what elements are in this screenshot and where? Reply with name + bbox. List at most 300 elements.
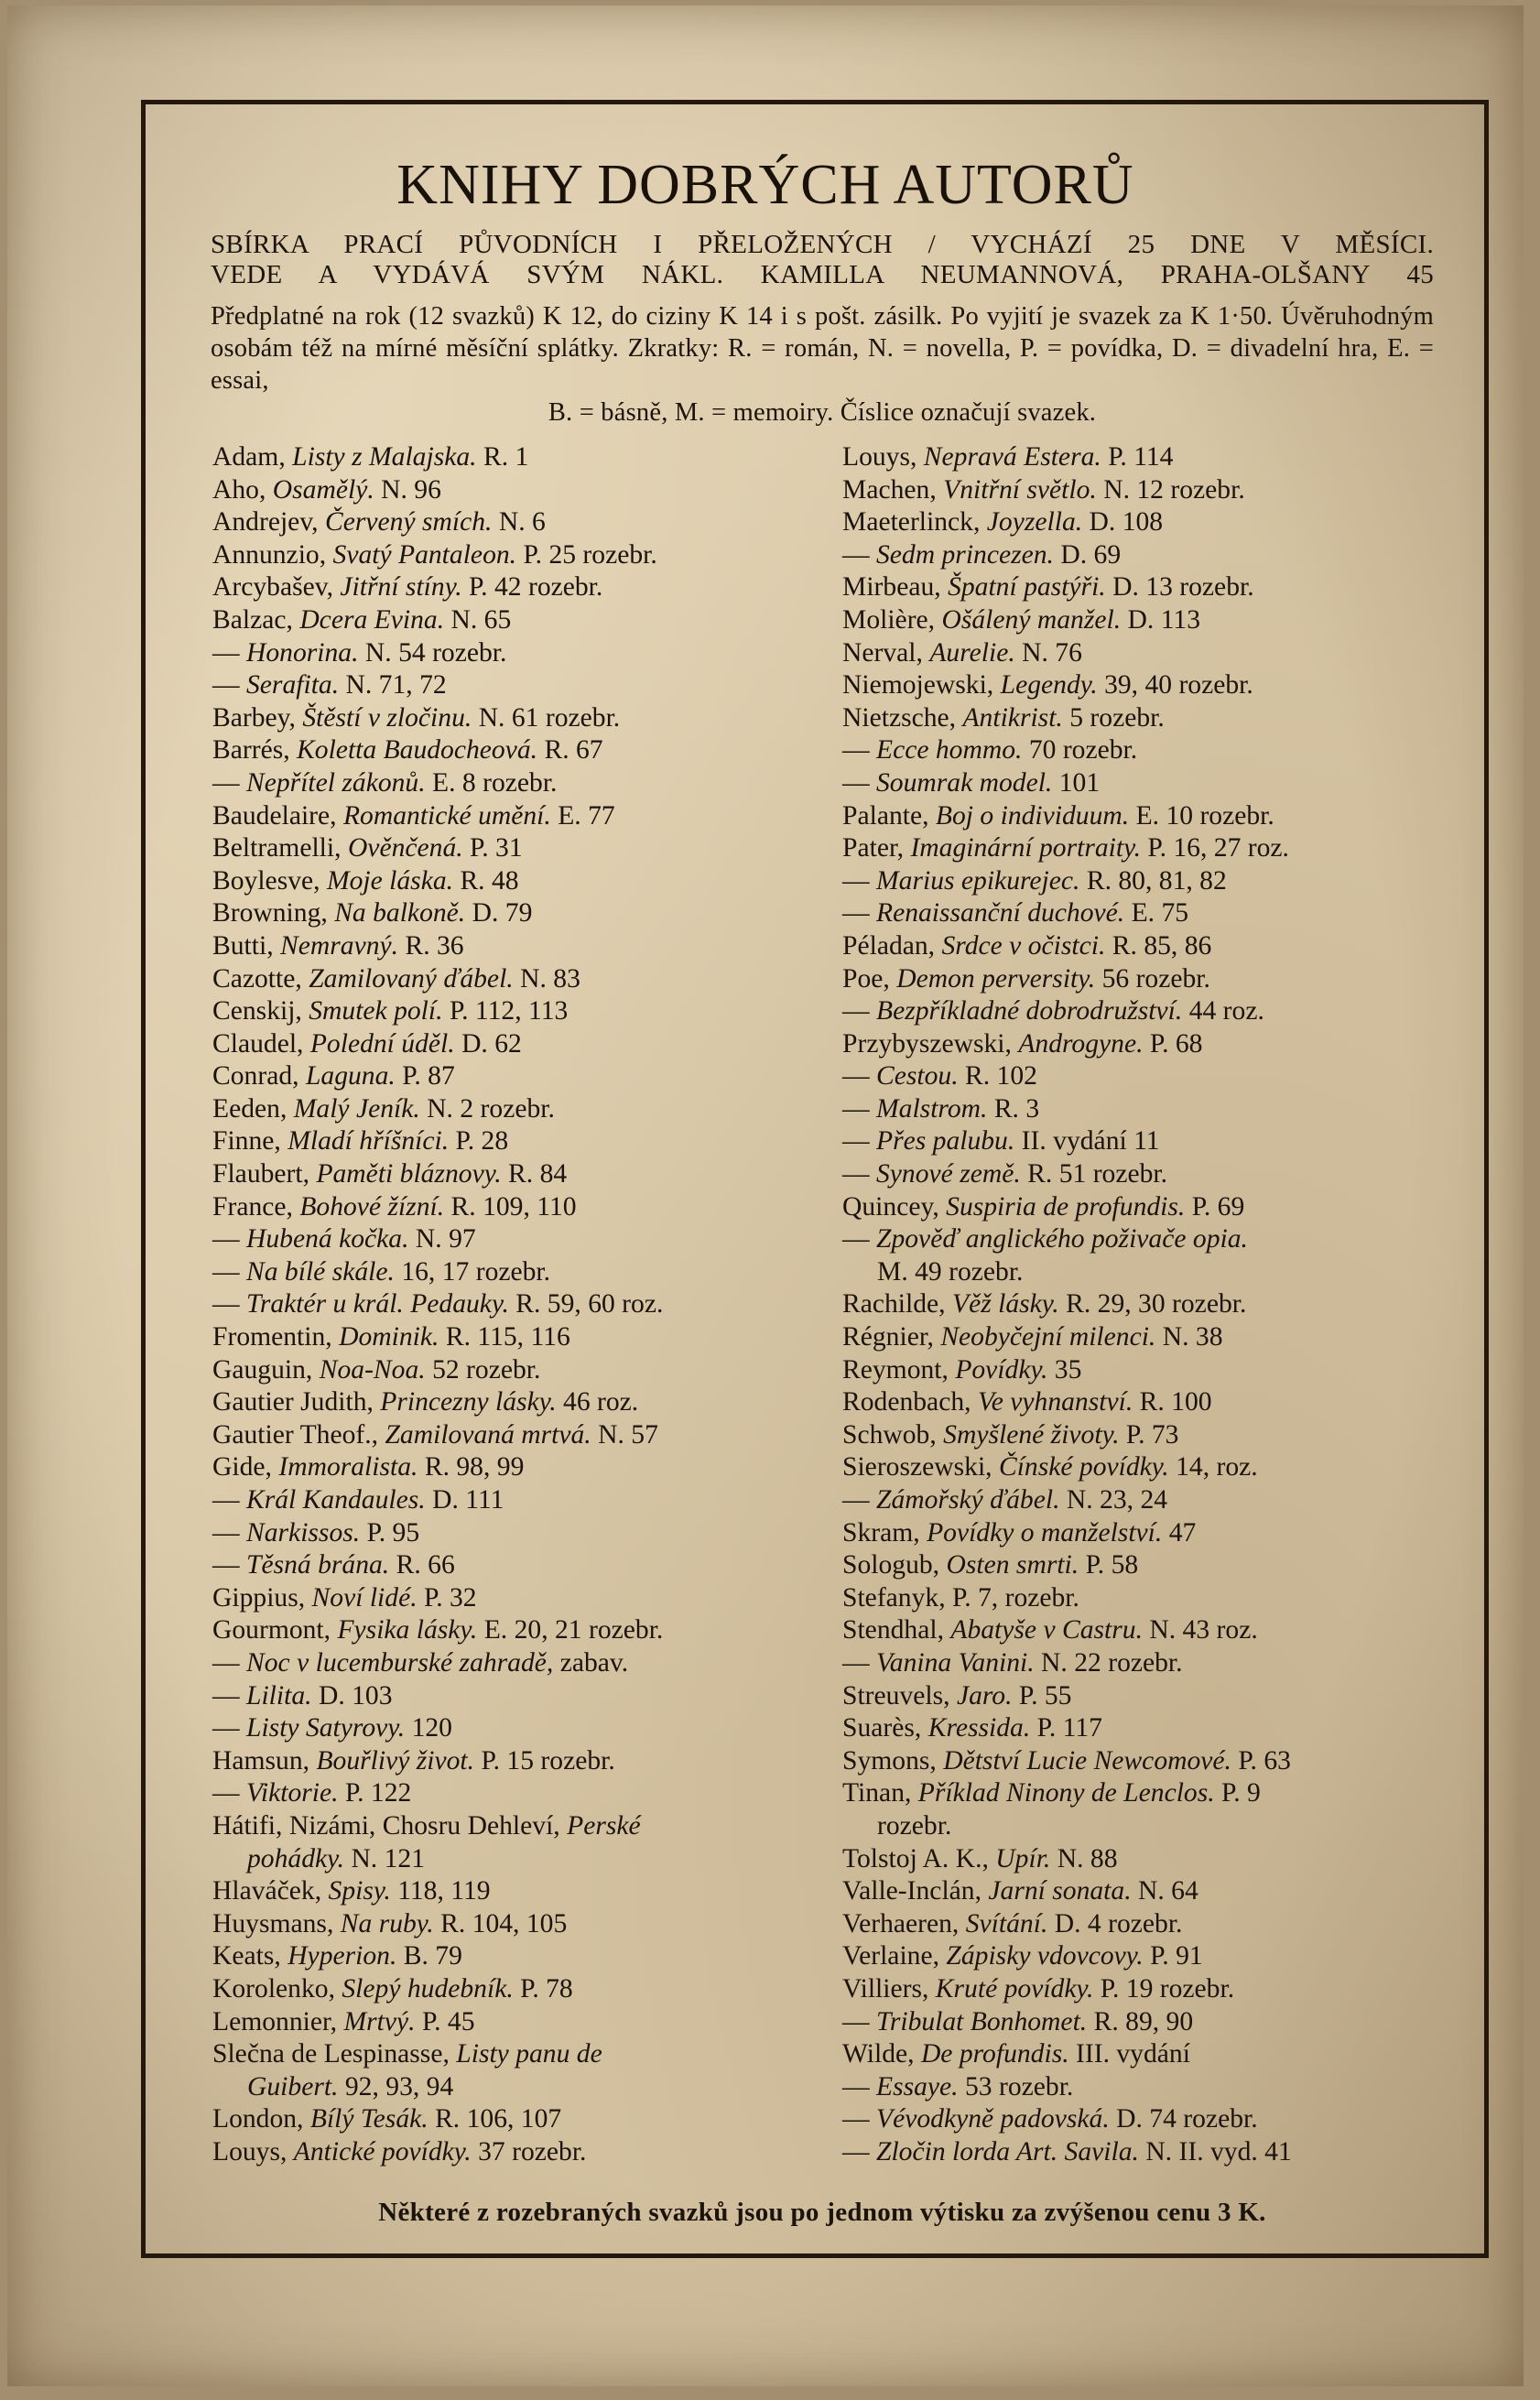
list-item bbox=[212, 1647, 808, 1680]
volume-info: P. 55 bbox=[1018, 1680, 1072, 1710]
list-item bbox=[212, 1875, 808, 1908]
book-title: Upír. bbox=[995, 1843, 1051, 1873]
author-name: Eeden, bbox=[212, 1093, 287, 1124]
list-item bbox=[212, 1549, 808, 1582]
author-name: Lemonnier, bbox=[212, 2006, 338, 2036]
book-title: Hyperion. bbox=[287, 1941, 397, 1971]
volume-info: D. 62 bbox=[461, 1028, 522, 1059]
list-item bbox=[212, 1680, 808, 1713]
book-title: Essaye. bbox=[876, 2071, 959, 2101]
list-item bbox=[212, 1125, 808, 1158]
book-title: Zločin lorda Art. Savila. bbox=[876, 2136, 1139, 2167]
author-name: Gourmont, bbox=[212, 1615, 331, 1645]
author-name: Censkij, bbox=[212, 996, 302, 1026]
footer-note: Některé z rozebraných svazků jsou po jednom výtisku za zvýšenou cenu 3 K. bbox=[378, 2198, 1266, 2227]
author-name: — bbox=[212, 1224, 240, 1254]
book-title: Ošálený manžel. bbox=[941, 604, 1122, 635]
author-name: Gautier Judith, bbox=[212, 1387, 374, 1417]
list-item bbox=[212, 1712, 808, 1745]
author-name: Verhaeren, bbox=[842, 1908, 960, 1938]
book-title: Srdce v očistci. bbox=[941, 930, 1106, 961]
list-item bbox=[842, 1582, 1437, 1615]
volume-info: P. 69 bbox=[1191, 1191, 1245, 1222]
volume-info: 120 bbox=[411, 1713, 452, 1743]
volume-info: D. 13 rozebr. bbox=[1112, 572, 1254, 603]
list-item bbox=[212, 734, 808, 767]
book-title: Noc v lucemburské zahradě, bbox=[246, 1647, 554, 1678]
volume-info: P. 78 bbox=[520, 1973, 573, 2004]
volume-info: P. 73 bbox=[1125, 1419, 1179, 1450]
volume-info: D. 111 bbox=[432, 1485, 504, 1515]
book-title: Noví lidé. bbox=[311, 1582, 418, 1613]
author-name: Pater, bbox=[842, 833, 905, 863]
list-item bbox=[842, 637, 1437, 670]
volume-info: R. 29, 30 rozebr. bbox=[1066, 1289, 1247, 1319]
volume-info: P. 9 bbox=[1221, 1778, 1261, 1808]
list-item bbox=[842, 1256, 1437, 1289]
book-title: Mladí hříšníci. bbox=[287, 1126, 450, 1157]
author-name: — bbox=[212, 1713, 240, 1743]
list-item bbox=[842, 1517, 1437, 1550]
book-title: Smyšlené životy. bbox=[943, 1419, 1120, 1450]
book-title: Zpověď anglického poživače opia. bbox=[876, 1224, 1248, 1254]
book-title: Princezny lásky. bbox=[380, 1387, 557, 1417]
volume-info: P. 87 bbox=[402, 1061, 455, 1091]
volume-info: N. 76 bbox=[1022, 637, 1082, 668]
author-name: Tolstoj A. K., bbox=[842, 1843, 989, 1873]
list-item bbox=[842, 1810, 1437, 1843]
list-item bbox=[842, 1777, 1437, 1810]
author-name: London, bbox=[212, 2104, 304, 2134]
author-name: Beltramelli, bbox=[212, 833, 342, 863]
volume-info: R. 104, 105 bbox=[440, 1908, 568, 1938]
list-item bbox=[842, 1028, 1437, 1061]
subscription-info bbox=[211, 300, 1434, 429]
author-name: Annunzio, bbox=[212, 539, 327, 570]
volume-info: N. 38 bbox=[1162, 1322, 1223, 1352]
book-back-cover bbox=[7, 5, 1524, 2386]
author-name: — bbox=[842, 1159, 870, 1189]
list-item bbox=[212, 1451, 808, 1484]
book-title: Bouřlivý život. bbox=[316, 1745, 475, 1776]
list-item bbox=[212, 1810, 808, 1843]
list-item bbox=[842, 2136, 1437, 2169]
list-item bbox=[842, 767, 1437, 800]
list-item bbox=[842, 1125, 1437, 1158]
volume-info: P. 15 rozebr. bbox=[481, 1745, 615, 1776]
list-item bbox=[842, 1875, 1437, 1908]
book-title: Jaro. bbox=[956, 1680, 1013, 1710]
book-title: Joyzella. bbox=[986, 507, 1083, 538]
list-item bbox=[212, 2071, 808, 2104]
list-item bbox=[842, 1549, 1437, 1582]
book-title: Dětství Lucie Newcomové. bbox=[943, 1745, 1231, 1776]
list-item bbox=[212, 1582, 808, 1615]
volume-info: P. 25 rozebr. bbox=[523, 539, 657, 570]
author-name: Péladan, bbox=[842, 930, 936, 961]
book-title: Osamělý. bbox=[272, 474, 374, 505]
author-name: Sologub, bbox=[842, 1550, 940, 1580]
volume-info: 52 rozebr. bbox=[432, 1354, 541, 1385]
volume-info: N. 97 bbox=[415, 1224, 476, 1254]
volume-info: 35 bbox=[1054, 1354, 1082, 1385]
author-name: Huysmans, bbox=[212, 1908, 334, 1938]
volume-info: N. 121 bbox=[351, 1843, 425, 1873]
volume-info: E. 75 bbox=[1131, 898, 1189, 929]
volume-info: E. 20, 21 rozebr. bbox=[483, 1615, 664, 1645]
book-title: Cestou. bbox=[876, 1061, 959, 1091]
book-title: Mrtvý. bbox=[343, 2006, 416, 2036]
author-name: Régnier, bbox=[842, 1322, 934, 1352]
book-title: Polední úděl. bbox=[309, 1028, 455, 1059]
book-title: Legendy. bbox=[1000, 670, 1098, 700]
list-item bbox=[212, 2038, 808, 2071]
book-title: Boj o individuum. bbox=[935, 800, 1130, 831]
book-title: Osten smrti. bbox=[946, 1550, 1079, 1580]
book-title: Traktér u král. Pedauky. bbox=[246, 1289, 509, 1319]
book-title: Červený smích. bbox=[325, 507, 493, 538]
volume-info: P. 19 rozebr. bbox=[1100, 1973, 1235, 2004]
list-item bbox=[212, 1484, 808, 1517]
author-name: Villiers, bbox=[842, 1973, 929, 2004]
author-name: Streuvels, bbox=[842, 1680, 950, 1710]
author-name: — bbox=[212, 1256, 240, 1287]
author-name: Palante, bbox=[842, 800, 929, 831]
list-item bbox=[842, 441, 1437, 474]
book-title: Demon perversity. bbox=[896, 963, 1096, 994]
list-item bbox=[842, 571, 1437, 604]
volume-info: P. 122 bbox=[344, 1778, 412, 1808]
book-title: Serafita. bbox=[246, 670, 340, 700]
list-item bbox=[212, 1843, 808, 1876]
volume-info: N. 22 rozebr. bbox=[1041, 1647, 1183, 1678]
author-name: — bbox=[842, 2136, 870, 2167]
book-title: Kressida. bbox=[927, 1713, 1031, 1743]
volume-info: R. 84 bbox=[508, 1159, 568, 1189]
subscription-text: Předplatné na rok (12 svazků) K 12, do ciziny K 14 i s pošt. zásilk. Po vyjití je svazek za K 1·50. Úvěruhodným osobám též na mírné měsíční splátky. Zkratky: R. = román, N. = novella, P. = povídka, D. = divadelní hra, E. = essai, bbox=[211, 302, 1434, 395]
author-name: Hlaváček, bbox=[212, 1876, 322, 1906]
book-title: Tribulat Bonhomet. bbox=[876, 2006, 1088, 2036]
book-title: Renaissanční duchové. bbox=[876, 898, 1125, 929]
book-title: Ve vyhnanství. bbox=[977, 1387, 1133, 1417]
volume-info: R. 48 bbox=[460, 865, 519, 896]
volume-info: P. 28 bbox=[455, 1126, 509, 1157]
list-item bbox=[212, 1223, 808, 1256]
volume-info: D. 79 bbox=[472, 898, 533, 929]
book-title: Na ruby. bbox=[340, 1908, 434, 1938]
volume-info: 56 rozebr. bbox=[1101, 963, 1210, 994]
list-item bbox=[842, 832, 1437, 865]
list-item bbox=[842, 734, 1437, 767]
list-item bbox=[212, 637, 808, 670]
list-item bbox=[842, 1647, 1437, 1680]
volume-info: D. 113 bbox=[1127, 604, 1200, 635]
author-name: Andrejev, bbox=[212, 507, 319, 538]
volume-info: R. 3 bbox=[993, 1093, 1040, 1124]
list-item bbox=[842, 1973, 1437, 2006]
book-title: Slepý hudebník. bbox=[342, 1973, 514, 2004]
author-name: — bbox=[842, 898, 870, 929]
book-title: Jitřní stíny. bbox=[340, 572, 462, 603]
list-item bbox=[212, 1777, 808, 1810]
author-name: — bbox=[842, 767, 870, 798]
list-item bbox=[212, 800, 808, 833]
list-item bbox=[842, 1158, 1437, 1191]
list-item bbox=[212, 995, 808, 1028]
list-item bbox=[842, 865, 1437, 898]
author-name: Molière, bbox=[842, 604, 936, 635]
volume-info: N. 71, 72 bbox=[345, 670, 447, 700]
author-name: Aho, bbox=[212, 474, 266, 505]
volume-info: D. 69 bbox=[1060, 539, 1122, 570]
book-title: Bohové žízní. bbox=[299, 1191, 445, 1222]
author-name: Finne, bbox=[212, 1126, 281, 1157]
volume-info: R. 85, 86 bbox=[1112, 930, 1212, 961]
book-title: Zápisky vdovcovy. bbox=[946, 1941, 1144, 1971]
author-name: — bbox=[212, 1778, 240, 1808]
author-name: Symons, bbox=[842, 1745, 937, 1776]
list-item bbox=[842, 1843, 1437, 1876]
list-item bbox=[212, 1940, 808, 1973]
list-item bbox=[212, 702, 808, 735]
book-title: Synové země. bbox=[876, 1159, 1021, 1189]
book-title: Listy panu de bbox=[456, 2039, 602, 2069]
author-name: Niemojewski, bbox=[842, 670, 994, 700]
author-name: Mirbeau, bbox=[842, 572, 941, 603]
volume-info: N. 12 rozebr. bbox=[1103, 474, 1245, 505]
book-title: Vévodkyně padovská. bbox=[876, 2104, 1110, 2134]
author-name: Arcybašev, bbox=[212, 572, 334, 603]
book-title: Na balkoně. bbox=[334, 898, 466, 929]
volume-info: R. 115, 116 bbox=[445, 1322, 570, 1352]
author-name: Skram, bbox=[842, 1517, 920, 1548]
volume-info: II. vydání 11 bbox=[1021, 1126, 1160, 1157]
author-name: Sieroszewski, bbox=[842, 1452, 992, 1482]
author-name: — bbox=[842, 1647, 870, 1678]
author-name: — bbox=[842, 539, 870, 570]
author-name: Gide, bbox=[212, 1452, 272, 1482]
author-name: Boylesve, bbox=[212, 865, 320, 896]
book-title: Sedm princezen. bbox=[876, 539, 1054, 570]
volume-info: N. 2 rozebr. bbox=[427, 1093, 555, 1124]
book-title: Povídky o manželství. bbox=[927, 1517, 1163, 1548]
author-name: — bbox=[212, 637, 240, 668]
publisher-line: VEDE A VYDÁVÁ SVÝM NÁKL. KAMILLA NEUMANNOVÁ, PRAHA-OLŠANY 45 bbox=[211, 260, 1434, 289]
volume-info: R. 106, 107 bbox=[435, 2104, 562, 2134]
list-item bbox=[212, 441, 808, 474]
author-name: Fromentin, bbox=[212, 1322, 332, 1352]
book-title: Věž lásky. bbox=[952, 1289, 1059, 1319]
book-title: Laguna. bbox=[305, 1061, 396, 1091]
book-title: Vnitřní světlo. bbox=[943, 474, 1097, 505]
book-title: Dcera Evina. bbox=[299, 604, 445, 635]
list-item bbox=[212, 1517, 808, 1550]
book-title: Král Kandaules. bbox=[246, 1485, 426, 1515]
author-name: Suarès, bbox=[842, 1713, 922, 1743]
book-title: Dominik. bbox=[339, 1322, 439, 1352]
author-name: — bbox=[212, 1680, 240, 1710]
volume-info: D. 74 rozebr. bbox=[1116, 2104, 1258, 2134]
book-title: Malstrom. bbox=[876, 1093, 988, 1124]
list-item bbox=[212, 930, 808, 963]
author-name: Browning, bbox=[212, 898, 328, 929]
list-item bbox=[212, 1028, 808, 1061]
author-name: Louys, bbox=[842, 442, 917, 472]
book-title: Zámořský ďábel. bbox=[876, 1485, 1060, 1515]
author-name: — bbox=[842, 1224, 870, 1254]
volume-info: R. 100 bbox=[1139, 1387, 1212, 1417]
list-item bbox=[842, 897, 1437, 930]
author-name: Gippius, bbox=[212, 1582, 306, 1613]
list-item bbox=[842, 474, 1437, 507]
list-item bbox=[842, 702, 1437, 735]
book-title: Malý Jeník. bbox=[293, 1093, 420, 1124]
list-item bbox=[842, 1614, 1437, 1647]
book-title: Koletta Baudocheová. bbox=[297, 735, 538, 766]
list-item bbox=[212, 1158, 808, 1191]
author-name: — bbox=[842, 1093, 870, 1124]
book-title: Marius epikurejec. bbox=[876, 865, 1080, 896]
author-name: Cazotte, bbox=[212, 963, 302, 994]
volume-info: zabav. bbox=[559, 1647, 629, 1678]
volume-info: R. 36 bbox=[405, 930, 464, 961]
volume-info: R. 67 bbox=[544, 735, 603, 766]
book-title: Na bílé skále. bbox=[246, 1256, 395, 1287]
volume-info: D. 108 bbox=[1089, 507, 1164, 538]
book-title: Guibert. bbox=[247, 2071, 339, 2101]
author-name: — bbox=[212, 1517, 240, 1548]
book-title: Perské bbox=[567, 1810, 641, 1841]
author-name: — bbox=[212, 1550, 240, 1580]
list-item bbox=[212, 506, 808, 539]
list-item bbox=[842, 800, 1437, 833]
author-name: Tinan, bbox=[842, 1778, 912, 1808]
author-name: — bbox=[842, 2071, 870, 2101]
author-name: — bbox=[842, 996, 870, 1026]
author-name: Rodenbach, bbox=[842, 1387, 971, 1417]
author-name: — bbox=[842, 2006, 870, 2036]
list-item bbox=[842, 1060, 1437, 1093]
author-name: Poe, bbox=[842, 963, 890, 994]
author-name: — bbox=[212, 1647, 240, 1678]
author-name: Wilde, bbox=[842, 2039, 915, 2069]
volume-info: P. 58 bbox=[1085, 1550, 1139, 1580]
book-title: Nepravá Estera. bbox=[923, 442, 1101, 472]
book-list-right bbox=[842, 441, 1437, 2168]
list-item bbox=[842, 995, 1437, 1028]
list-item bbox=[842, 2006, 1437, 2039]
author-name: Barbey, bbox=[212, 702, 296, 733]
book-title: Immoralista. bbox=[278, 1452, 418, 1482]
book-title: Hubená kočka. bbox=[246, 1224, 409, 1254]
list-item bbox=[212, 2006, 808, 2039]
list-item bbox=[842, 506, 1437, 539]
book-title: pohádky. bbox=[247, 1843, 345, 1873]
list-item bbox=[842, 1908, 1437, 1941]
author-name: — bbox=[842, 2104, 870, 2134]
volume-info: N. 96 bbox=[381, 474, 441, 505]
list-item bbox=[842, 1093, 1437, 1126]
volume-info: N. 23, 24 bbox=[1066, 1485, 1168, 1515]
volume-info: 118, 119 bbox=[397, 1876, 491, 1906]
author-name: France, bbox=[212, 1191, 293, 1222]
book-title: Honorina. bbox=[246, 637, 359, 668]
list-item bbox=[842, 2103, 1437, 2136]
list-item bbox=[212, 539, 808, 572]
volume-info: E. 8 rozebr. bbox=[432, 767, 558, 798]
list-item bbox=[842, 1451, 1437, 1484]
author-name: — bbox=[842, 865, 870, 896]
book-list-left bbox=[212, 441, 808, 2168]
author-name: Nerval, bbox=[842, 637, 923, 668]
volume-info: III. vydání bbox=[1076, 2039, 1190, 2069]
book-title: Štěstí v zločinu. bbox=[302, 702, 472, 733]
list-item bbox=[842, 963, 1437, 996]
author-name: Butti, bbox=[212, 930, 274, 961]
list-item bbox=[842, 1680, 1437, 1713]
volume-info: P. 32 bbox=[424, 1582, 477, 1613]
list-item bbox=[212, 1060, 808, 1093]
book-title: Listy z Malajska. bbox=[292, 442, 477, 472]
author-name: — bbox=[842, 1485, 870, 1515]
book-title: Povídky. bbox=[955, 1354, 1048, 1385]
book-title: Imaginární portraity. bbox=[910, 833, 1141, 863]
book-title: Svatý Pantaleon. bbox=[332, 539, 517, 570]
volume-info: N. 54 rozebr. bbox=[364, 637, 507, 668]
volume-info: N. 57 bbox=[598, 1419, 658, 1450]
author-name: Verlaine, bbox=[842, 1941, 939, 1971]
volume-info: E. 77 bbox=[558, 800, 615, 831]
volume-info: R. 66 bbox=[396, 1550, 455, 1580]
book-title: Spisy. bbox=[328, 1876, 391, 1906]
author-name: Valle-Inclán, bbox=[842, 1876, 981, 1906]
author-name: Louys, bbox=[212, 2136, 287, 2167]
list-item bbox=[842, 1419, 1437, 1452]
volume-info: R. 109, 110 bbox=[450, 1191, 577, 1222]
volume-info: P. 95 bbox=[366, 1517, 420, 1548]
volume-info: R. 98, 99 bbox=[424, 1452, 525, 1482]
author-name: Korolenko, bbox=[212, 1973, 335, 2004]
volume-info: M. 49 rozebr. bbox=[877, 1256, 1024, 1287]
list-item bbox=[212, 1191, 808, 1224]
author-name: Stendhal, bbox=[842, 1615, 944, 1645]
book-title: Neobyčejní milenci. bbox=[940, 1322, 1156, 1352]
book-title: Narkissos. bbox=[246, 1517, 361, 1548]
volume-info: P. 112, 113 bbox=[449, 996, 569, 1026]
volume-info: 14, roz. bbox=[1176, 1452, 1258, 1482]
list-item bbox=[842, 1940, 1437, 1973]
author-name: — bbox=[212, 1289, 240, 1319]
author-name: Reymont, bbox=[842, 1354, 949, 1385]
volume-info: D. 103 bbox=[318, 1680, 393, 1710]
volume-info: P. 7, rozebr. bbox=[952, 1582, 1079, 1613]
author-name: Gautier Theof., bbox=[212, 1419, 379, 1450]
volume-info: N. II. vyd. 41 bbox=[1145, 2136, 1292, 2167]
list-item bbox=[212, 571, 808, 604]
author-name: Slečna de Lespinasse, bbox=[212, 2039, 450, 2069]
list-item bbox=[212, 1614, 808, 1647]
author-name: Adam, bbox=[212, 442, 286, 472]
list-item bbox=[842, 1288, 1437, 1321]
author-name: — bbox=[842, 735, 870, 766]
volume-info: R. 80, 81, 82 bbox=[1086, 865, 1227, 896]
list-item bbox=[212, 1093, 808, 1126]
book-title: Ověnčená. bbox=[347, 833, 463, 863]
book-title: Paměti bláznovy. bbox=[316, 1159, 502, 1189]
volume-info: 16, 17 rozebr. bbox=[401, 1256, 551, 1287]
author-name: Przybyszewski, bbox=[842, 1028, 1012, 1059]
list-item bbox=[212, 1745, 808, 1778]
